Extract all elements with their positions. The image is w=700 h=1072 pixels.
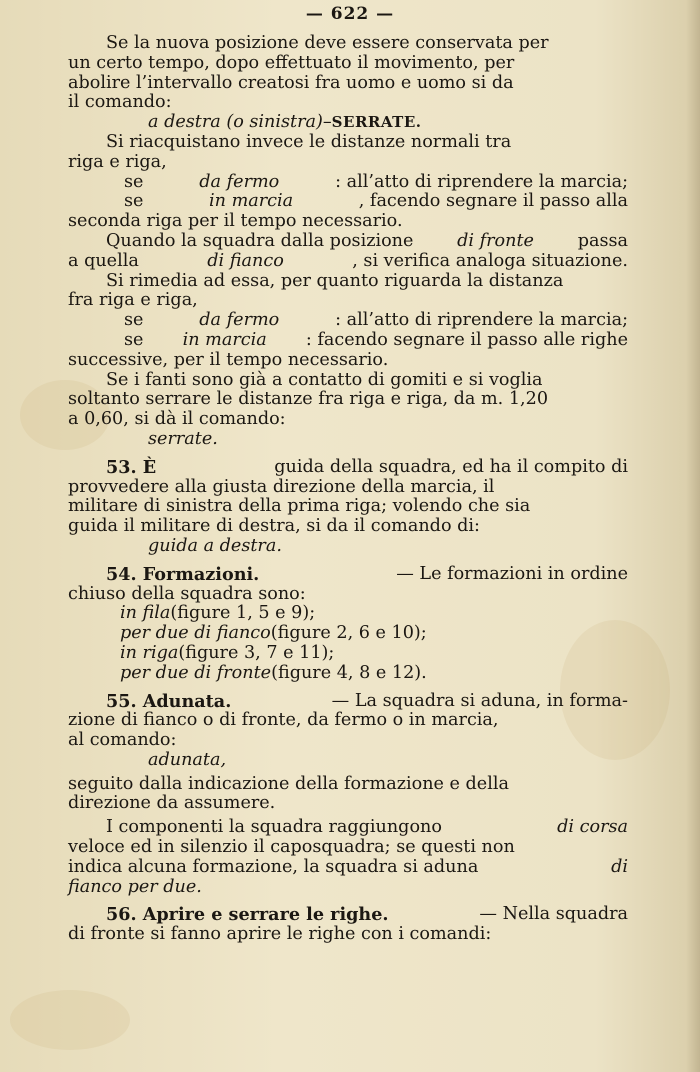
text-line: Si riacquistano invece le distanze normali tra [106, 131, 512, 152]
text-line: I componenti la squadra raggiungono di corsa [106, 817, 628, 838]
text-line: se in marcia : facendo segnare il passo alle righe [124, 329, 628, 350]
text-line: Quando la squadra dalla posizione di fronte passa [106, 230, 628, 251]
text-line: veloce ed in silenzio il caposquadra; se questi non [68, 837, 515, 858]
text-line: fra riga e riga, [68, 290, 198, 311]
text-line: Si rimedia ad essa, per quanto riguarda la distanza [106, 270, 564, 291]
text-line: di fronte si fanno aprire le righe con i comandi: [68, 924, 492, 945]
formation-item: in fila (figure 1, 5 e 9); [120, 603, 316, 624]
text-line: provvedere alla giusta direzione della marcia, il [68, 476, 495, 497]
section-54-heading: 54. Formazioni. — Le formazioni in ordine [106, 563, 628, 585]
text-line: successive, per il tempo necessario. [68, 349, 389, 370]
text-line: indica alcuna formazione, la squadra si aduna di [68, 856, 628, 877]
text-line: al comando: [68, 730, 177, 751]
command-line: serrate. [148, 428, 218, 449]
text-line: guida il militare di destra, si da il comando di: [68, 516, 480, 537]
paper-stain [10, 990, 130, 1050]
formation-item: per due di fianco (figure 2, 6 e 10); [120, 623, 427, 644]
page-edge-shadow [686, 0, 700, 1072]
text-line: soltanto serrare le distanze fra riga e riga, da m. 1,20 [68, 389, 549, 410]
text-line: zione di fianco o di fronte, da fermo o in marcia, [68, 710, 499, 731]
text-line: direzione da assumere. [68, 793, 276, 814]
command-line: guida a destra. [148, 535, 282, 556]
text-line: Se la nuova posizione deve essere conservata per [106, 33, 549, 53]
command-line: a destra (o sinistra) – SERRATE. [148, 112, 422, 133]
text-line: militare di sinistra della prima riga; volendo che sia [68, 496, 531, 517]
text-line: a quella di fianco , si verifica analoga situazione. [68, 250, 628, 271]
section-55-heading: 55. Adunata. — La squadra si aduna, in forma- [106, 690, 628, 712]
text-line: un certo tempo, dopo effettuato il movimento, per [68, 52, 515, 73]
text-line: abolire l’intervallo creatosi fra uomo e uomo si da [68, 72, 514, 93]
text-line: Se i fanti sono già a contatto di gomiti e si voglia [106, 369, 543, 390]
text-line: a 0,60, si dà il comando: [68, 409, 286, 430]
text-line: se da fermo : all’atto di riprendere la marcia; [124, 171, 628, 192]
section-53-heading: 53. È guida della squadra, ed ha il compito di [106, 456, 628, 478]
page-number: — 622 — [305, 4, 395, 24]
text-line: riga e riga, [68, 151, 167, 172]
command-line: adunata, [148, 749, 227, 770]
text-line: seconda riga per il tempo necessario. [68, 211, 403, 232]
text-line: se in marcia , facendo segnare il passo alla [124, 191, 628, 212]
page-text [68, 34, 628, 945]
text-line: chiuso della squadra sono: [68, 583, 306, 604]
text-line: seguito dalla indicazione della formazione e della [68, 773, 509, 794]
text-line: se da fermo : all’atto di riprendere la marcia; [124, 310, 628, 331]
text-line: fianco per due. [68, 876, 202, 897]
formation-item: per due di fronte (figure 4, 8 e 12). [120, 662, 427, 683]
text-line: il comando: [68, 92, 172, 113]
section-56-heading: 56. Aprire e serrare le righe. — Nella squadra [106, 904, 628, 926]
formation-item: in riga (figure 3, 7 e 11); [120, 642, 335, 663]
